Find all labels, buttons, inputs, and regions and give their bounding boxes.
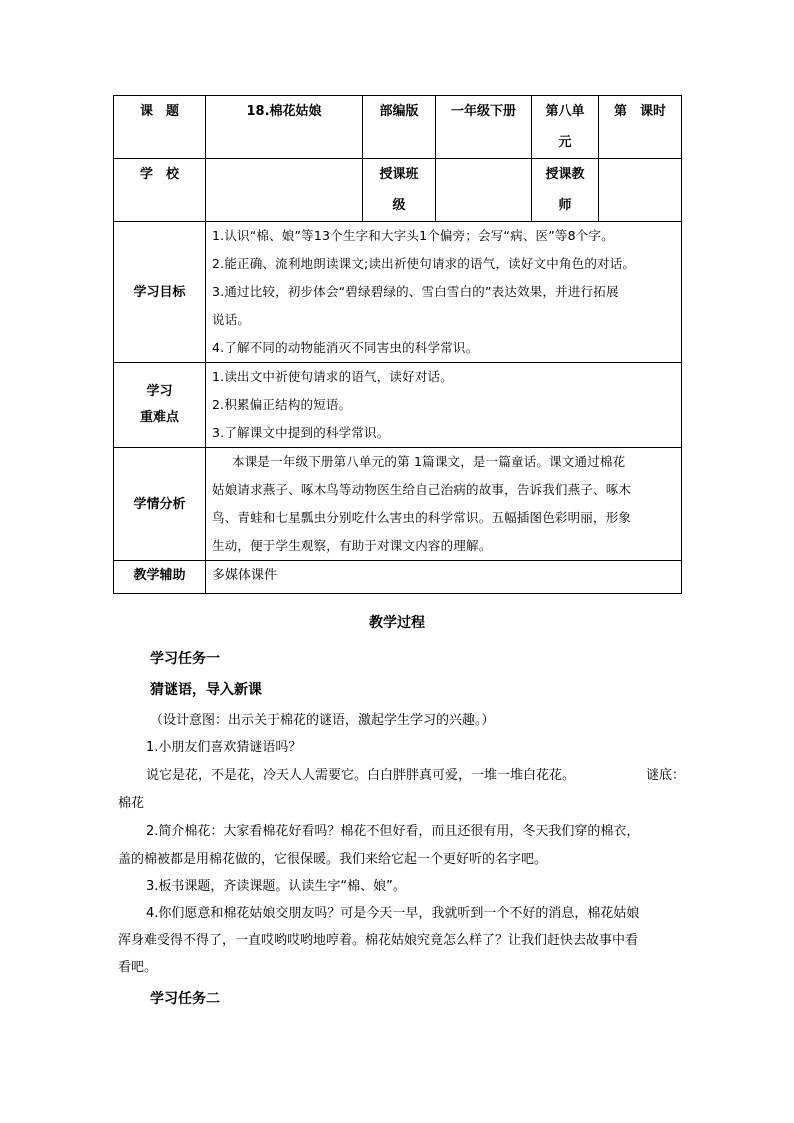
teacher-value	[599, 159, 682, 222]
analysis-line: 生动，便于学生观察，有助于对课文内容的理解。	[212, 538, 492, 553]
analysis-line: 本课是一年级下册第八单元的第 1篇课文，是一篇童话。课文通过棉花	[232, 454, 626, 469]
goal-line: 4.了解不同的动物能消灭不同害虫的科学常识。	[212, 340, 479, 355]
teacher-label-line-1: 授课教	[545, 167, 585, 182]
lesson-title: 18.棉花姑娘	[206, 96, 363, 159]
key-points-label	[114, 363, 206, 448]
table-row	[114, 561, 682, 594]
table-row	[114, 448, 682, 561]
aids-label: 教学辅助	[114, 561, 206, 594]
analysis-line: 鸟、青蛙和七星瓢虫分别吃什么害虫的科学常识。五幅插图色彩明丽，形象	[212, 510, 632, 525]
school-value	[206, 159, 363, 222]
period-cell: 第 课时	[599, 96, 682, 159]
analysis-content	[206, 448, 682, 561]
analysis-line: 姑娘请求燕子、啄木鸟等动物医生给自己治病的故事，告诉我们燕子、啄木	[212, 482, 632, 497]
lesson-info-table	[113, 95, 682, 594]
goals-label: 学习目标	[114, 222, 206, 363]
table-row	[114, 96, 682, 159]
paragraph: 3.板书课题，齐读课题。认读生字“棉、娘”。	[146, 879, 406, 894]
class-label	[363, 159, 436, 222]
paragraph: 浑身难受得不得了，一直哎哟哎哟地哼着。棉花姑娘究竟怎么样了？让我们赶快去故事中看	[118, 933, 639, 948]
section-title: 教学过程	[369, 615, 425, 631]
riddle-text: 说它是花，不是花，冷天人人需要它。白白胖胖真可爱，一堆一堆白花花。	[146, 768, 576, 783]
key-point-line: 3.了解课文中提到的科学常识。	[212, 425, 390, 440]
goal-line: 说话。	[212, 312, 251, 327]
key-points-label-line-2: 重难点	[139, 410, 179, 425]
design-note: （设计意图：出示关于棉花的谜语，激起学生学习的兴趣。）	[150, 713, 495, 728]
riddle-answer-label: 谜底：	[646, 768, 686, 783]
paragraph: 4.你们愿意和棉花姑娘交朋友吗？可是今天一早，我就听到一个不好的消息，棉花姑娘	[146, 906, 640, 921]
key-points-content	[206, 363, 682, 448]
unit-line-1: 第八单	[545, 104, 585, 119]
goals-content	[206, 222, 682, 363]
key-points-label-line-1: 学习	[146, 384, 173, 399]
edition-cell: 部编版	[363, 96, 436, 159]
task-one-subheading: 猜谜语，导入新课	[150, 682, 262, 698]
paragraph: 看吧。	[118, 960, 158, 975]
class-label-line-2: 级	[392, 198, 406, 213]
teacher-label	[532, 159, 599, 222]
riddle-answer: 棉花	[118, 796, 145, 811]
analysis-label: 学情分析	[114, 448, 206, 561]
table-row	[114, 222, 682, 363]
task-two-heading: 学习任务二	[150, 991, 220, 1007]
grade-cell: 一年级下册	[436, 96, 532, 159]
goal-line: 1.认识“棉、娘”等13个生字和大字头1个偏旁；会写“病、医”等8个字。	[212, 228, 614, 243]
paragraph: 2.简介棉花：大家看棉花好看吗？棉花不但好看，而且还很有用，冬天我们穿的棉衣，	[146, 824, 640, 839]
paragraph: 盖的棉被都是用棉花做的，它很保暖。我们来给它起一个更好听的名字吧。	[118, 852, 548, 867]
class-label-line-1: 授课班	[379, 167, 419, 182]
task-one-heading: 学习任务一	[150, 651, 220, 667]
course-label: 课 题	[114, 96, 206, 159]
goal-line: 2.能正确、流利地朗读课文;读出祈使句请求的语气，读好文中角色的对话。	[212, 256, 636, 271]
unit-line-2: 元	[558, 135, 572, 150]
goal-line: 3.通过比较，初步体会“碧绿碧绿的、雪白雪白的”表达效果，并进行拓展	[212, 284, 619, 299]
unit-cell	[532, 96, 599, 159]
class-value	[436, 159, 532, 222]
paragraph: 1.小朋友们喜欢猜谜语吗？	[146, 740, 302, 755]
aids-value: 多媒体课件	[206, 561, 682, 594]
school-label: 学 校	[114, 159, 206, 222]
table-row	[114, 159, 682, 222]
teacher-label-line-2: 师	[558, 198, 572, 213]
table-row	[114, 363, 682, 448]
key-point-line: 1.读出文中祈使句请求的语气，读好对话。	[212, 369, 453, 384]
key-point-line: 2.积累偏正结构的短语。	[212, 397, 352, 412]
